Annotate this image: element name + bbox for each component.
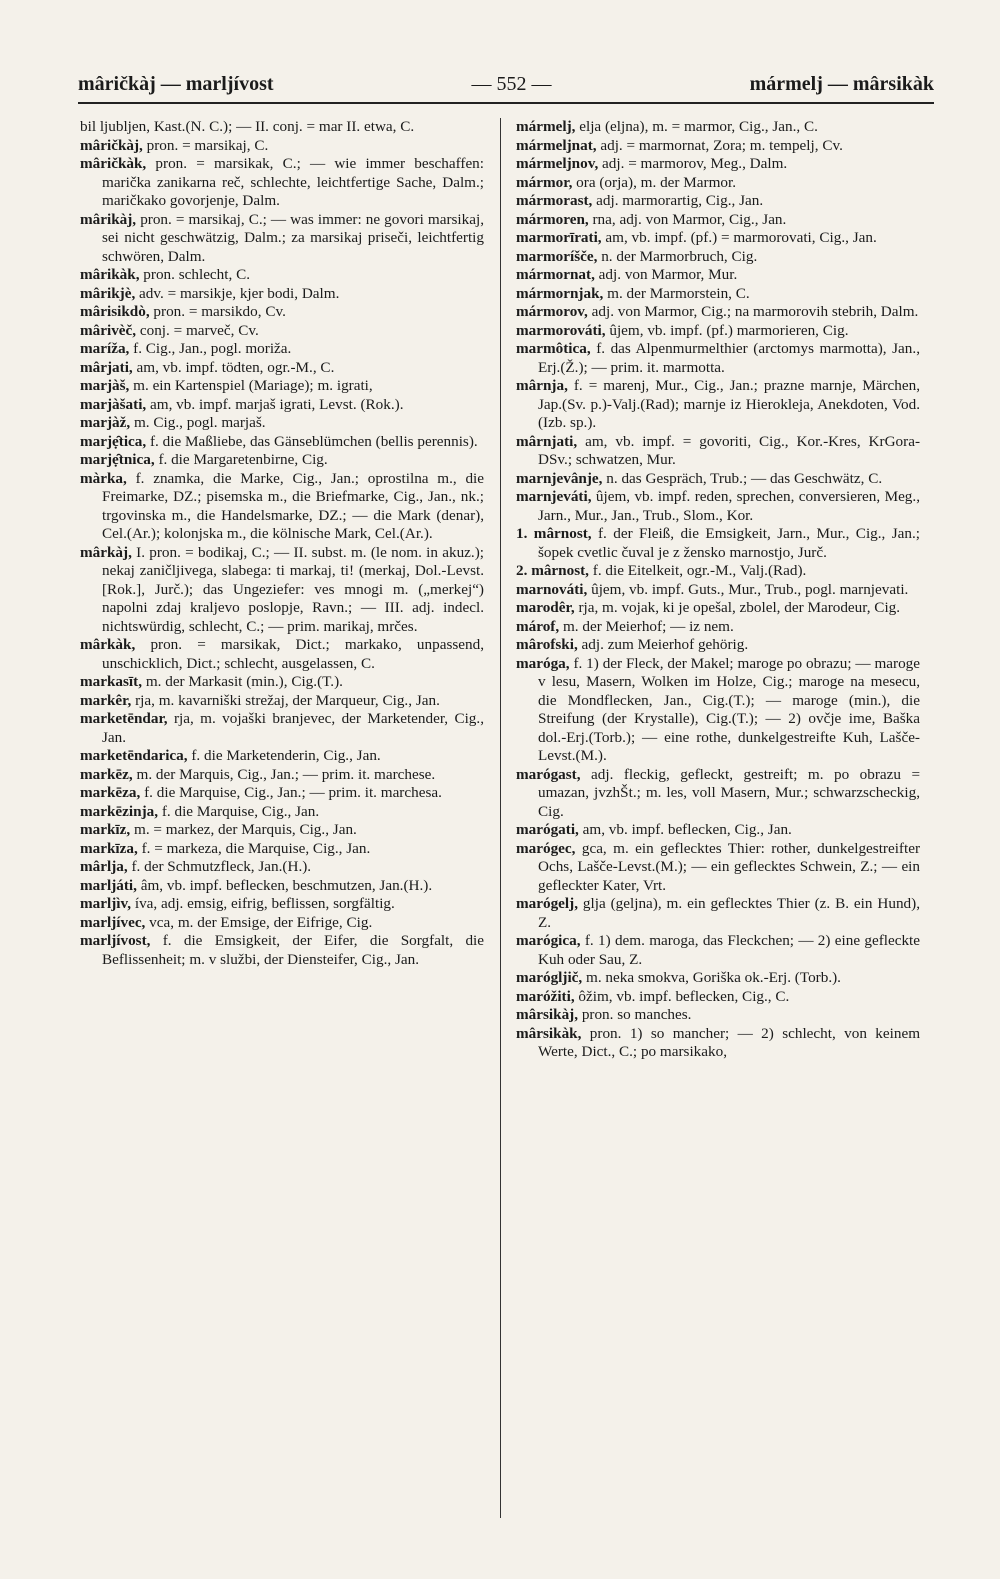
entry-definition: m. der Meierhof; — iz nem.	[562, 617, 734, 635]
dictionary-entry	[516, 932, 920, 969]
right-column	[516, 118, 920, 1558]
entry-definition: adj. von Marmor, Mur.	[598, 266, 738, 283]
dictionary-entry	[80, 858, 484, 877]
entry-definition: pron. schlecht, C.	[143, 266, 251, 283]
dictionary-entry	[80, 470, 484, 544]
dictionary-entry	[80, 433, 484, 452]
entry-definition: f. 1) der Fleck, der Makel; maroge po obrazu; — maroge v lesu, Masern, Wolken im Holze, Cig.; maroge na mesecu, die Mondflecken, Jan., Cig.(T.); — maroge (min.), die Streifung (der Krystalle), Cig.(T.); — 2) ovčje ime, Baška dol.-Erj.(Torb.); — eine rothe, dunkelgestreifte Kuh, Lašče-Levst.(M.).	[538, 654, 920, 764]
entry-definition: f. = markeza, die Marquise, Cig., Jan.	[141, 839, 371, 857]
entry-definition: m. der Marmorstein, C.	[607, 284, 750, 302]
entry-definition: adj. marmorartig, Cig., Jan.	[596, 192, 764, 209]
dictionary-entry	[516, 988, 920, 1007]
headword: mârofski,	[516, 636, 578, 653]
dictionary-entry	[516, 211, 920, 230]
entry-definition: ora (orja), m. der Marmor.	[576, 173, 737, 191]
dictionary-entry	[516, 766, 920, 822]
headword: maróžiti,	[516, 987, 575, 1005]
entry-definition: f. die Eitelkeit, ogr.-M., Valj.(Rad).	[592, 562, 807, 579]
headword: mármorov,	[516, 303, 588, 320]
headword: mârikjè,	[80, 284, 136, 302]
entry-definition: íva, adj. emsig, eifrig, beflissen, sorgfältig.	[134, 895, 395, 912]
headword: mármeljnat,	[516, 136, 597, 154]
dictionary-entry	[80, 396, 484, 415]
header-rule	[78, 102, 934, 104]
headword: mármornat,	[516, 266, 595, 283]
headword: marógati,	[516, 821, 579, 838]
headword: marjẹ̑tica,	[80, 432, 147, 450]
entry-definition: f. znamka, die Marke, Cig., Jan.; oprostilna m., die Freimarke, DZ.; pisemska m., die Briefmarke, Cig., Jan., nk.; trgovinska m., die Handelsmarke, DZ.; — die Mark (denar), Cel.(Ar.); kolonjska m., die kölnische Mark, Cel.(Ar.).	[102, 469, 484, 542]
entry-definition: m. neka smokva, Goriška ok.-Erj. (Torb.).	[586, 969, 841, 986]
entry-definition: ûjem, vb. impf. Guts., Mur., Trub., pogl. marnjevati.	[591, 580, 909, 598]
headword: maríža,	[80, 340, 130, 357]
entry-definition: pron. = marsikaj, C.	[146, 136, 269, 154]
headword: mármeljnov,	[516, 155, 599, 172]
entry-definition: am, vb. impf. tödten, ogr.-M., C.	[136, 358, 335, 376]
entry-definition: âm, vb. impf. beflecken, beschmutzen, Jan.(H.).	[140, 876, 433, 894]
dictionary-entry	[516, 248, 920, 267]
entry-definition: pron. = marsikak, C.; — wie immer beschaffen: marička zanikarna reč, schlechte, leichtfertige Sache, Dalm.; maričkako govorjenje, Dalm.	[102, 155, 484, 209]
dictionary-entry	[80, 803, 484, 822]
dictionary-entry	[80, 692, 484, 711]
column-divider	[500, 118, 501, 1518]
entry-definition: gca, m. ein geflecktes Thier: rother, dunkelgestreifter Ochs, Lašče-Levst.(M.); — ein geflecktes Schwein, Z.; — ein gefleckter Kater, Vrt.	[538, 839, 920, 894]
dictionary-entry	[516, 525, 920, 562]
headword: marnjevânje,	[516, 469, 603, 487]
headword: 1. mârnost,	[516, 525, 592, 542]
dictionary-entry	[516, 229, 920, 248]
running-head-left: mâričkàj — marljívost	[78, 72, 274, 95]
headword: marnováti,	[516, 580, 588, 598]
entry-definition: f. die Maßliebe, das Gänseblümchen (bellis perennis).	[150, 432, 478, 450]
headword: marketēndarica,	[80, 747, 188, 764]
headword: marodêr,	[516, 599, 575, 616]
dictionary-entry	[80, 747, 484, 766]
dictionary-entry	[80, 414, 484, 433]
entry-definition: ûjem, vb. impf. reden, sprechen, conversieren, Meg., Jarn., Mur., Jan., Trub., Slom., Kor.	[538, 488, 920, 524]
dictionary-entry	[516, 303, 920, 322]
entry-definition: ôžim, vb. impf. beflecken, Cig., C.	[578, 987, 790, 1005]
headword: marmôtica,	[516, 340, 591, 357]
dictionary-entry	[80, 211, 484, 267]
dictionary-entry	[516, 322, 920, 341]
headword: mârikàk,	[80, 266, 140, 283]
page-header	[78, 66, 934, 102]
entry-definition: n. das Gespräch, Trub.; — das Geschwätz, C.	[606, 469, 883, 487]
dictionary-entry	[80, 877, 484, 896]
entry-definition: pron. so manches.	[581, 1006, 692, 1023]
dictionary-entry	[80, 784, 484, 803]
entry-definition: adv. = marsikje, kjer bodi, Dalm.	[139, 284, 340, 302]
dictionary-entry	[80, 914, 484, 933]
entry-definition: f. der Schmutzfleck, Jan.(H.).	[131, 858, 312, 875]
entry-definition: pron. 1) so mancher; — 2) schlecht, von keinem Werte, Dict., C.; po marsikako,	[538, 1024, 920, 1060]
headword: marljìv,	[80, 895, 132, 912]
dictionary-entry	[80, 377, 484, 396]
dictionary-entry	[516, 155, 920, 174]
entry-definition: elja (eljna), m. = marmor, Cig., Jan., C.	[579, 118, 818, 135]
entry-definition: am, vb. impf. = govoriti, Cig., Kor.-Kres, KrGora-DSv.; schwatzen, Mur.	[538, 432, 920, 468]
entry-definition: adj. zum Meierhof gehörig.	[581, 636, 749, 653]
dictionary-entry	[516, 285, 920, 304]
entry-definition: pron. = marsikak, Dict.; markako, unpassend, unschicklich, Dict.; schlecht, ausgelassen, C.	[102, 636, 484, 672]
headword: marjẹ̑tnica,	[80, 451, 155, 468]
dictionary-entry	[516, 599, 920, 618]
entry-definition: f. das Alpenmurmelthier (arctomys marmotta), Jan., Erj.(Ž.); — prim. it. marmotta.	[538, 340, 920, 376]
dictionary-entry	[80, 710, 484, 747]
headword: markēza,	[80, 784, 141, 801]
headword: mâričkàk,	[80, 155, 147, 172]
dictionary-entry	[516, 340, 920, 377]
headword: mármelj,	[516, 118, 576, 135]
dictionary-entry	[516, 1025, 920, 1062]
entry-definition: f. die Margaretenbirne, Cig.	[158, 451, 328, 468]
headword: markēz,	[80, 765, 133, 783]
dictionary-entry	[516, 655, 920, 766]
headword: marketēndar,	[80, 710, 168, 727]
headword: marógelj,	[516, 895, 578, 912]
dictionary-entry	[516, 118, 920, 137]
dictionary-entry	[516, 488, 920, 525]
entry-definition: pron. = marsikdo, Cv.	[153, 303, 286, 320]
headword: mármorast,	[516, 192, 593, 209]
headword: mârikàj,	[80, 210, 137, 228]
entry-definition: am, vb. impf. (pf.) = marmorovati, Cig., Jan.	[605, 229, 877, 246]
entry-definition: f. die Emsigkeit, der Eifer, die Sorgfalt, die Beflissenheit; m. v službi, der Diensteifer, Cig., Jan.	[102, 932, 484, 968]
dictionary-entry	[80, 766, 484, 785]
entry-definition: rja, m. kavarniški strežaj, der Marqueur, Cig., Jan.	[135, 691, 440, 709]
dictionary-entry	[80, 451, 484, 470]
entry-definition: rna, adj. von Marmor, Cig., Jan.	[592, 210, 787, 228]
entry-definition: f. = marenj, Mur., Cig., Jan.; prazne marnje, Märchen, Jap.(Sv. p.)-Valj.(Rad); marnje iz Hierokleja, Anekdoten, Vod.(Izb. sp.).	[538, 377, 920, 431]
headword: marjàšati,	[80, 395, 147, 413]
entry-definition: f. 1) dem. maroga, das Fleckchen; — 2) eine gefleckte Kuh oder Sau, Z.	[538, 932, 920, 968]
entry-definition: conj. = marveč, Cv.	[139, 321, 259, 339]
dictionary-entry	[516, 562, 920, 581]
dictionary-entry	[80, 303, 484, 322]
entry-definition: m. Cig., pogl. marjaš.	[133, 414, 266, 431]
entry-definition: I. pron. = bodikaj, C.; — II. subst. m. (le nom. in akuz.); nekaj zaničljivega, slabega: ti markaj, ti! (merkaj, Dol.-Levst. [Rok.], Jurč.); das Ungeziefer: ves mnogi m. („merkej“) napolni zdaj kraljevo poslopje, Ravn.; — III. adj. indecl. nichtswürdig, schlecht, C.; — prim. marikaj, mrčes.	[102, 543, 484, 635]
dictionary-entry	[516, 1006, 920, 1025]
headword: marjàš,	[80, 377, 130, 394]
headword: mârisikdò,	[80, 303, 150, 320]
headword: márof,	[516, 617, 560, 635]
entry-definition: rja, m. vojaški branjevec, der Marketender, Cig., Jan.	[102, 710, 484, 746]
headword: mârsikàk,	[516, 1024, 582, 1042]
headword: mârjati,	[80, 358, 133, 376]
entry-definition: adj. = marmorov, Meg., Dalm.	[602, 155, 788, 172]
entry-definition: adj. = marmornat, Zora; m. tempelj, Cv.	[600, 136, 843, 154]
headword: markêr,	[80, 691, 132, 709]
dictionary-entry	[516, 840, 920, 896]
headword: mármoren,	[516, 210, 589, 228]
dictionary-entry	[516, 192, 920, 211]
headword: markasīt,	[80, 673, 143, 690]
headword: mârnja,	[516, 377, 568, 394]
headword: marjàž,	[80, 414, 131, 431]
entry-definition: vca, m. der Emsige, der Eifrige, Cig.	[149, 913, 373, 931]
dictionary-entry	[516, 581, 920, 600]
left-column	[80, 118, 484, 1558]
headword: màrka,	[80, 469, 127, 487]
headword: marljívec,	[80, 913, 146, 931]
dictionary-entry	[80, 895, 484, 914]
headword: maróga,	[516, 654, 570, 672]
entry-definition: ûjem, vb. impf. (pf.) marmorieren, Cig.	[609, 321, 849, 339]
page-number: — 552 —	[471, 72, 552, 95]
dictionary-entry	[516, 618, 920, 637]
dictionary-entry	[80, 266, 484, 285]
entry-definition: f. die Marquise, Cig., Jan.; — prim. it. marchesa.	[144, 784, 442, 801]
dictionary-entry	[80, 137, 484, 156]
headword: marmorováti,	[516, 321, 606, 339]
headword: marógast,	[516, 765, 581, 783]
entry-definition: n. der Marmorbruch, Cig.	[601, 247, 758, 265]
headword: mârsikàj,	[516, 1006, 579, 1023]
entry-definition: adj. von Marmor, Cig.; na marmorovih stebrih, Dalm.	[591, 303, 919, 320]
headword: 2. mârnost,	[516, 562, 589, 579]
dictionary-entry	[80, 821, 484, 840]
entry-definition: glja (geljna), m. ein geflecktes Thier (z. B. ein Hund), Z.	[538, 895, 920, 931]
headword: marmorīrati,	[516, 229, 602, 246]
entry-definition: m. der Marquis, Cig., Jan.; — prim. it. marchese.	[136, 765, 436, 783]
dictionary-entry	[516, 969, 920, 988]
dictionary-entry	[80, 322, 484, 341]
headword: mármor,	[516, 173, 573, 191]
entry-definition: pron. = marsikaj, C.; — was immer: ne govori marsikaj, sei nicht geschwätzig, Dalm.; za marsikaj priseči, leichtfertig schwören, Dalm.	[102, 210, 484, 265]
headword: markēzinja,	[80, 802, 159, 820]
headword: marljívost,	[80, 932, 151, 949]
headword: mâričkàj,	[80, 136, 143, 154]
dictionary-entry	[516, 174, 920, 193]
entry-definition: adj. fleckig, gefleckt, gestreift; m. po obrazu = umazan, jvzhŠt.; m. les, voll Masern, Mur.; schwarzscheckig, Cig.	[538, 765, 920, 820]
headword: mârnjati,	[516, 432, 578, 450]
entry-definition: m. = markez, der Marquis, Cig., Jan.	[134, 821, 357, 838]
dictionary-entry	[516, 433, 920, 470]
headword: marógljič,	[516, 969, 583, 986]
entry-definition: m. ein Kartenspiel (Mariage); m. igrati,	[133, 377, 373, 394]
running-head-right: mármelj — mârsikàk	[749, 72, 934, 95]
entry-definition: bil ljubljen, Kast.(N. C.); — II. conj. = mar II. etwa, C.	[80, 118, 415, 135]
dictionary-entry	[516, 137, 920, 156]
headword: mârivèč,	[80, 321, 137, 339]
dictionary-entry	[80, 155, 484, 211]
entry-definition: m. der Markasit (min.), Cig.(T.).	[145, 673, 343, 690]
entry-definition: f. der Fleiß, die Emsigkeit, Jarn., Mur., Cig., Jan.; šopek cvetlic čuval je z žensko marnostjo, Jurč.	[538, 525, 920, 561]
dictionary-entry	[516, 636, 920, 655]
dictionary-entry	[80, 118, 484, 137]
headword: markīza,	[80, 839, 138, 857]
headword: marmoríšče,	[516, 247, 598, 265]
entry-definition: am, vb. impf. beflecken, Cig., Jan.	[582, 821, 792, 838]
dictionary-entry	[516, 821, 920, 840]
headword: marnjeváti,	[516, 488, 592, 505]
dictionary-entry	[516, 266, 920, 285]
dictionary-entry	[80, 285, 484, 304]
headword: marljáti,	[80, 876, 137, 894]
entry-definition: am, vb. impf. marjaš igrati, Levst. (Rok.).	[150, 395, 404, 413]
dictionary-entry	[516, 895, 920, 932]
entry-definition: f. die Marketenderin, Cig., Jan.	[191, 747, 381, 764]
dictionary-entry	[80, 673, 484, 692]
entry-definition: rja, m. vojak, ki je opešal, zbolel, der Marodeur, Cig.	[578, 599, 901, 616]
dictionary-entry	[516, 470, 920, 489]
headword: mârkàk,	[80, 636, 136, 653]
headword: mârkàj,	[80, 543, 132, 561]
headword: mârlja,	[80, 858, 128, 875]
dictionary-entry	[80, 840, 484, 859]
dictionary-entry	[516, 377, 920, 433]
dictionary-entry	[80, 932, 484, 969]
dictionary-entry	[80, 544, 484, 637]
headword: mármornjak,	[516, 284, 604, 302]
headword: markīz,	[80, 821, 131, 838]
dictionary-entry	[80, 340, 484, 359]
entry-definition: f. die Marquise, Cig., Jan.	[161, 802, 320, 820]
dictionary-entry	[80, 636, 484, 673]
dictionary-entry	[80, 359, 484, 378]
headword: marógica,	[516, 932, 581, 949]
entry-definition: f. Cig., Jan., pogl. moriža.	[133, 340, 292, 357]
headword: marógec,	[516, 839, 576, 857]
